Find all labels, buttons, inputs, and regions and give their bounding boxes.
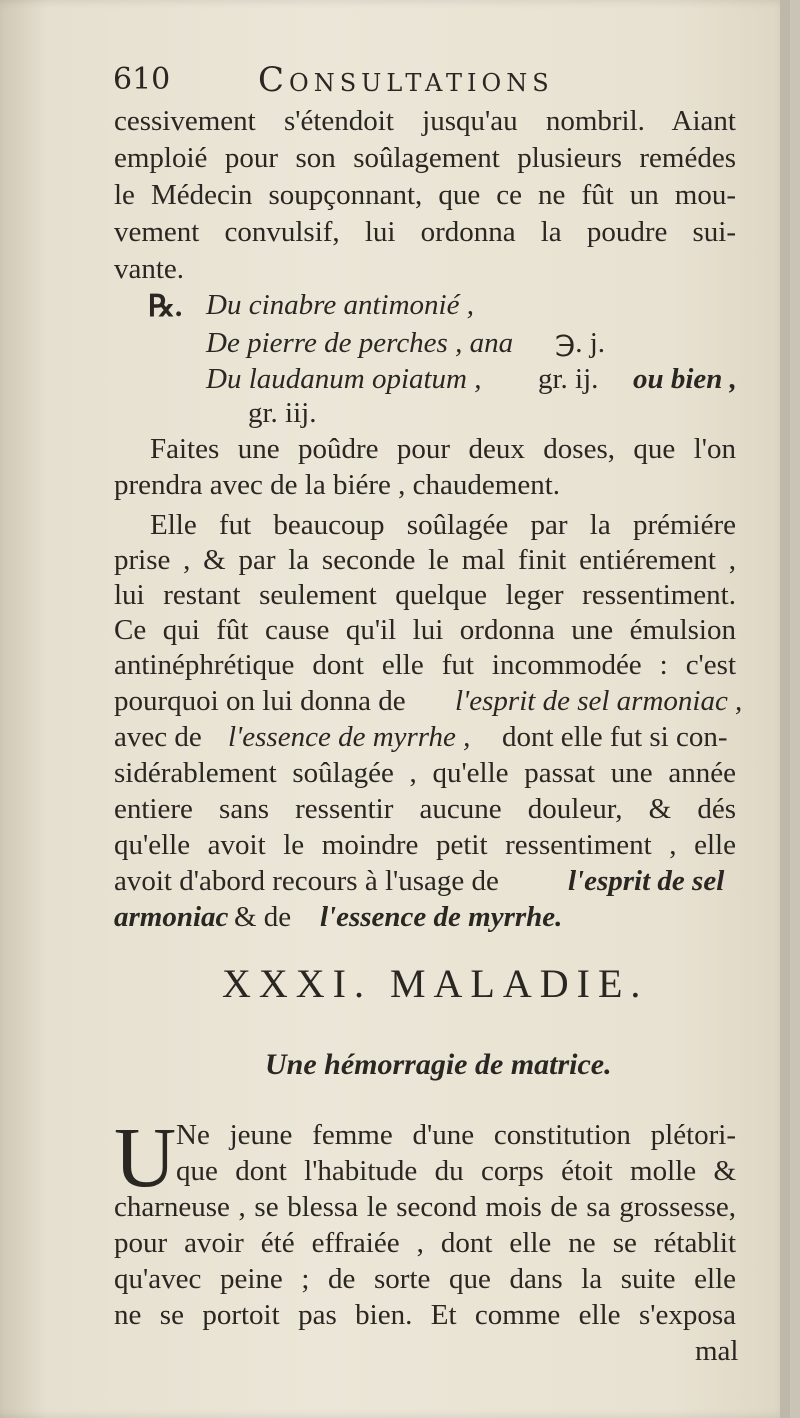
text-line: pourquoi on lui donna de [114, 685, 406, 717]
text-line: que dont l'habitude du corps étoit molle & [176, 1155, 736, 1187]
catchword: mal [695, 1335, 739, 1367]
text-line: emploié pour son soûlagement plusieurs remédes [114, 142, 736, 174]
page-edge [780, 0, 790, 1418]
text-emphasis: l'essence de myrrhe , [228, 721, 471, 753]
text-emphasis: l'esprit de sel armoniac , [455, 685, 743, 717]
recipe-alternative: ou bien , [633, 363, 737, 395]
text-emphasis: l'essence de myrrhe. [320, 901, 563, 933]
text-emphasis: armoniac [114, 901, 229, 933]
text-line: vement convulsif, lui ordonna la poudre sui- [114, 216, 736, 248]
running-title: Consultations [258, 60, 554, 100]
recipe-dose: gr. iij. [248, 397, 317, 429]
text-line: lui restant seulement quelque leger ressentiment. [114, 579, 736, 611]
recipe-dose: ℈. j. [555, 327, 606, 359]
text-line: cessivement s'étendoit jusqu'au nombril. Aiant [114, 105, 736, 137]
text-line: avec de [114, 721, 202, 753]
text-line: sidérablement soûlagée , qu'elle passat une année [114, 757, 736, 789]
recipe-dose: gr. ij. [538, 363, 599, 395]
chapter-subheading: Une hémorragie de matrice. [265, 1048, 612, 1081]
text-line: Ne jeune femme d'une constitution plétori- [176, 1119, 736, 1151]
text-line: avoit d'abord recours à l'usage de [114, 865, 499, 897]
text-line: le Médecin soupçonnant, que ce ne fût un mou- [114, 179, 736, 211]
page-header [113, 62, 693, 106]
text-line: ne se portoit pas bien. Et comme elle s'exposa [114, 1299, 736, 1331]
page-number: 610 [113, 62, 171, 97]
recipe-line: Du cinabre antimonié , [206, 289, 474, 321]
drop-cap: U [114, 1109, 177, 1205]
recipe-symbol: ℞. [148, 290, 183, 323]
text-line: Faites une poûdre pour deux doses, que l'on [150, 433, 736, 465]
text-emphasis: l'esprit de sel [568, 865, 725, 897]
text-line: antinéphrétique dont elle fut incommodée : c'est [114, 649, 736, 681]
text-line: qu'elle avoit le moindre petit ressentiment , elle [114, 829, 736, 861]
text-line: charneuse , se blessa le second mois de sa grossesse, [114, 1191, 736, 1223]
text-line: entiere sans ressentir aucune douleur, & dés [114, 793, 736, 825]
recipe-line: Du laudanum opiatum , [206, 363, 482, 395]
text-line: Elle fut beaucoup soûlagée par la prémiére [150, 509, 736, 541]
chapter-heading: XXXI. MALADIE. [222, 961, 649, 1006]
text-line: qu'avec peine ; de sorte que dans la suite elle [114, 1263, 736, 1295]
text-line: prise , & par la seconde le mal finit entiérement , [114, 544, 736, 576]
text-line: pour avoir été effraiée , dont elle ne se rétablit [114, 1227, 736, 1259]
recipe-line: De pierre de perches , ana [206, 327, 514, 359]
text-line: dont elle fut si con- [502, 721, 728, 753]
text-line: Ce qui fût cause qu'il lui ordonna une émulsion [114, 614, 736, 646]
text-line: & de [234, 901, 292, 933]
text-line: prendra avec de la biére , chaudement. [114, 469, 561, 501]
text-line: vante. [114, 253, 185, 285]
